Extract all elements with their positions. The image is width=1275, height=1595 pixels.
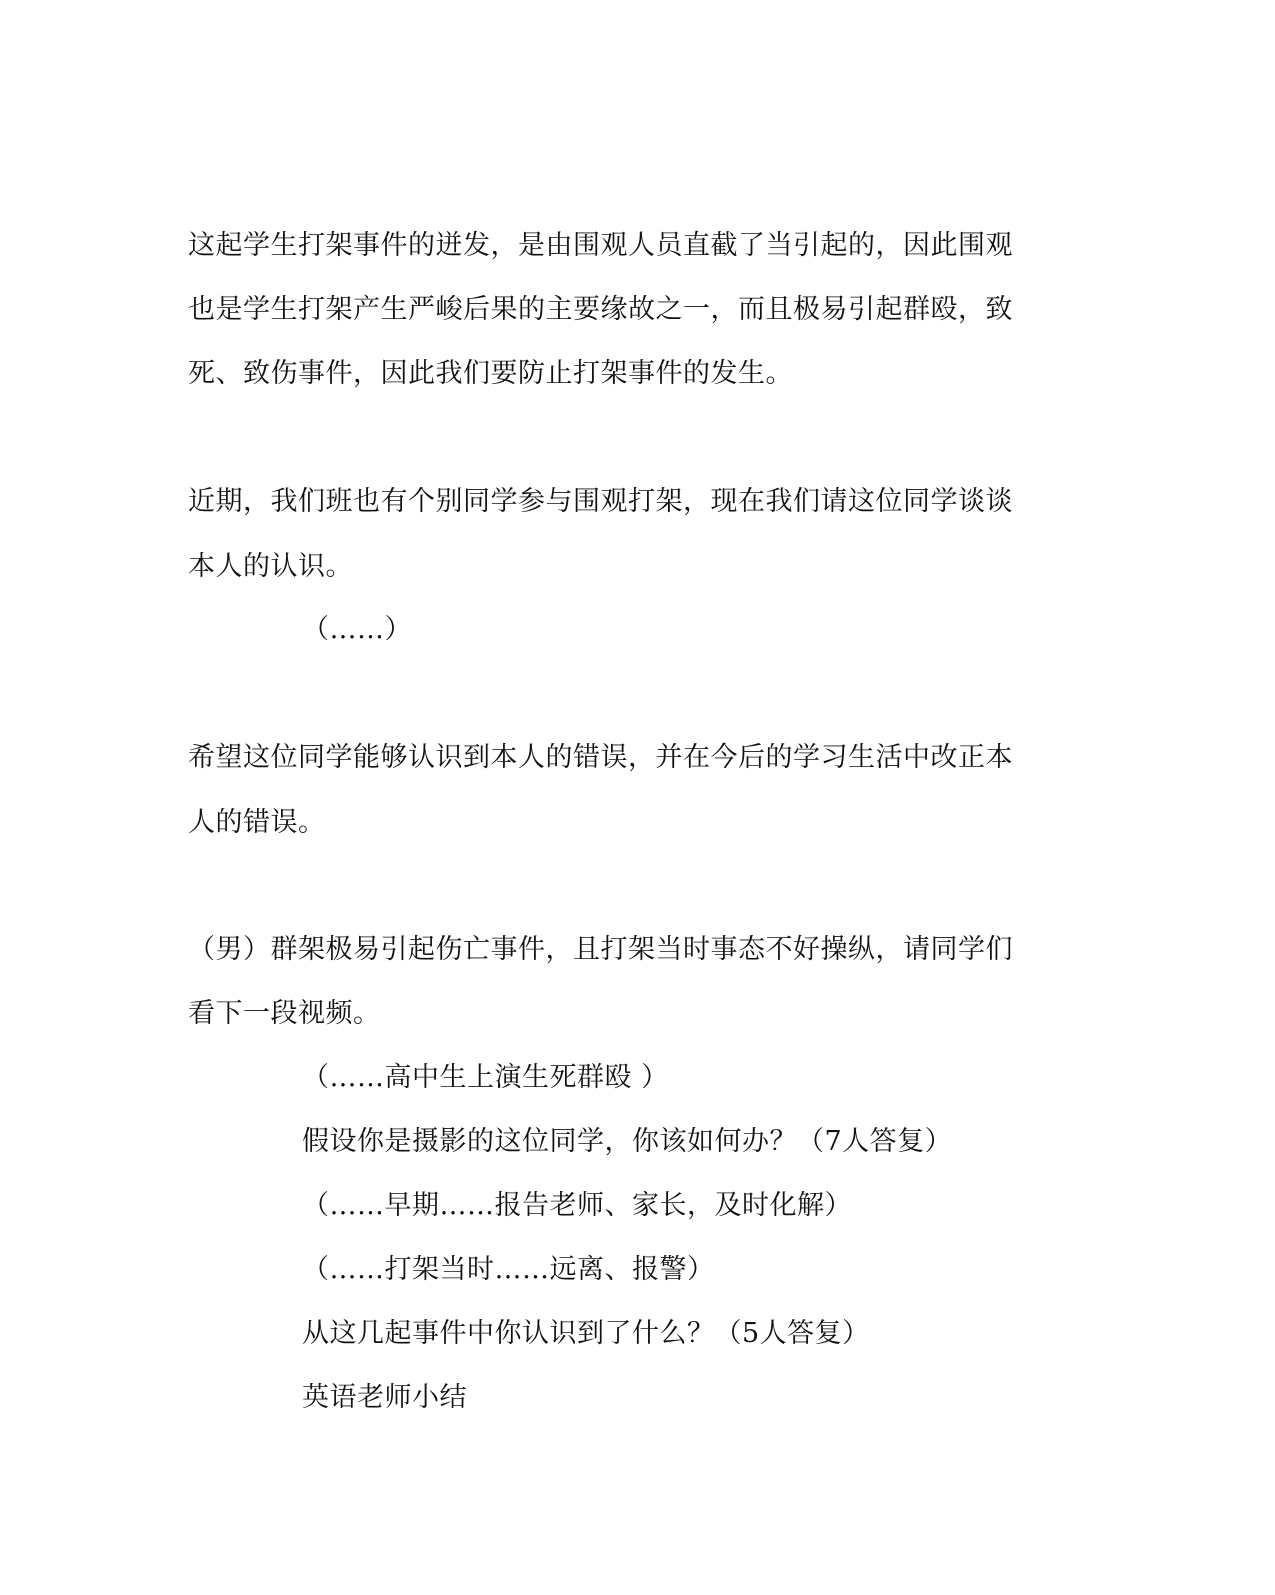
- paragraph-2-line-1: 近期，我们班也有个别同学参与围观打架，现在我们请这位同学谈谈: [188, 486, 1013, 517]
- summary-line: 英语老师小结: [302, 1382, 467, 1413]
- paragraph-4-line-2: 看下一段视频。: [188, 998, 381, 1029]
- question-2-line: 从这几起事件中你认识到了什么？（5人答复）: [302, 1318, 870, 1349]
- paragraph-2-line-2: 本人的认识。: [188, 551, 353, 582]
- paragraph-3-line-1: 希望这位同学能够认识到本人的错误，并在今后的学习生活中改正本: [188, 742, 1013, 773]
- paragraph-3-line-2: 人的错误。: [188, 807, 326, 838]
- paragraph-4-line-1: （男）群架极易引起伤亡事件，且打架当时事态不好操纵，请同学们: [188, 934, 1013, 965]
- paragraph-1-line-3: 死、致伤事件，因此我们要防止打架事件的发生。: [188, 358, 793, 389]
- paragraph-1-line-1: 这起学生打架事件的迸发，是由围观人员直截了当引起的，因此围观: [188, 230, 1013, 261]
- answer-early-line: （……早期……报告老师、家长，及时化解）: [302, 1190, 852, 1221]
- answer-during-line: （……打架当时……远离、报警）: [302, 1254, 715, 1285]
- video-note-line: （……高中生上演生死群殴 ）: [302, 1062, 669, 1093]
- question-1-line: 假设你是摄影的这位同学，你该如何办？（7人答复）: [302, 1126, 953, 1157]
- paragraph-1-line-2: 也是学生打架产生严峻后果的主要缘故之一，而且极易引起群殴，致: [188, 294, 1013, 325]
- ellipsis-line: （……）: [302, 614, 412, 645]
